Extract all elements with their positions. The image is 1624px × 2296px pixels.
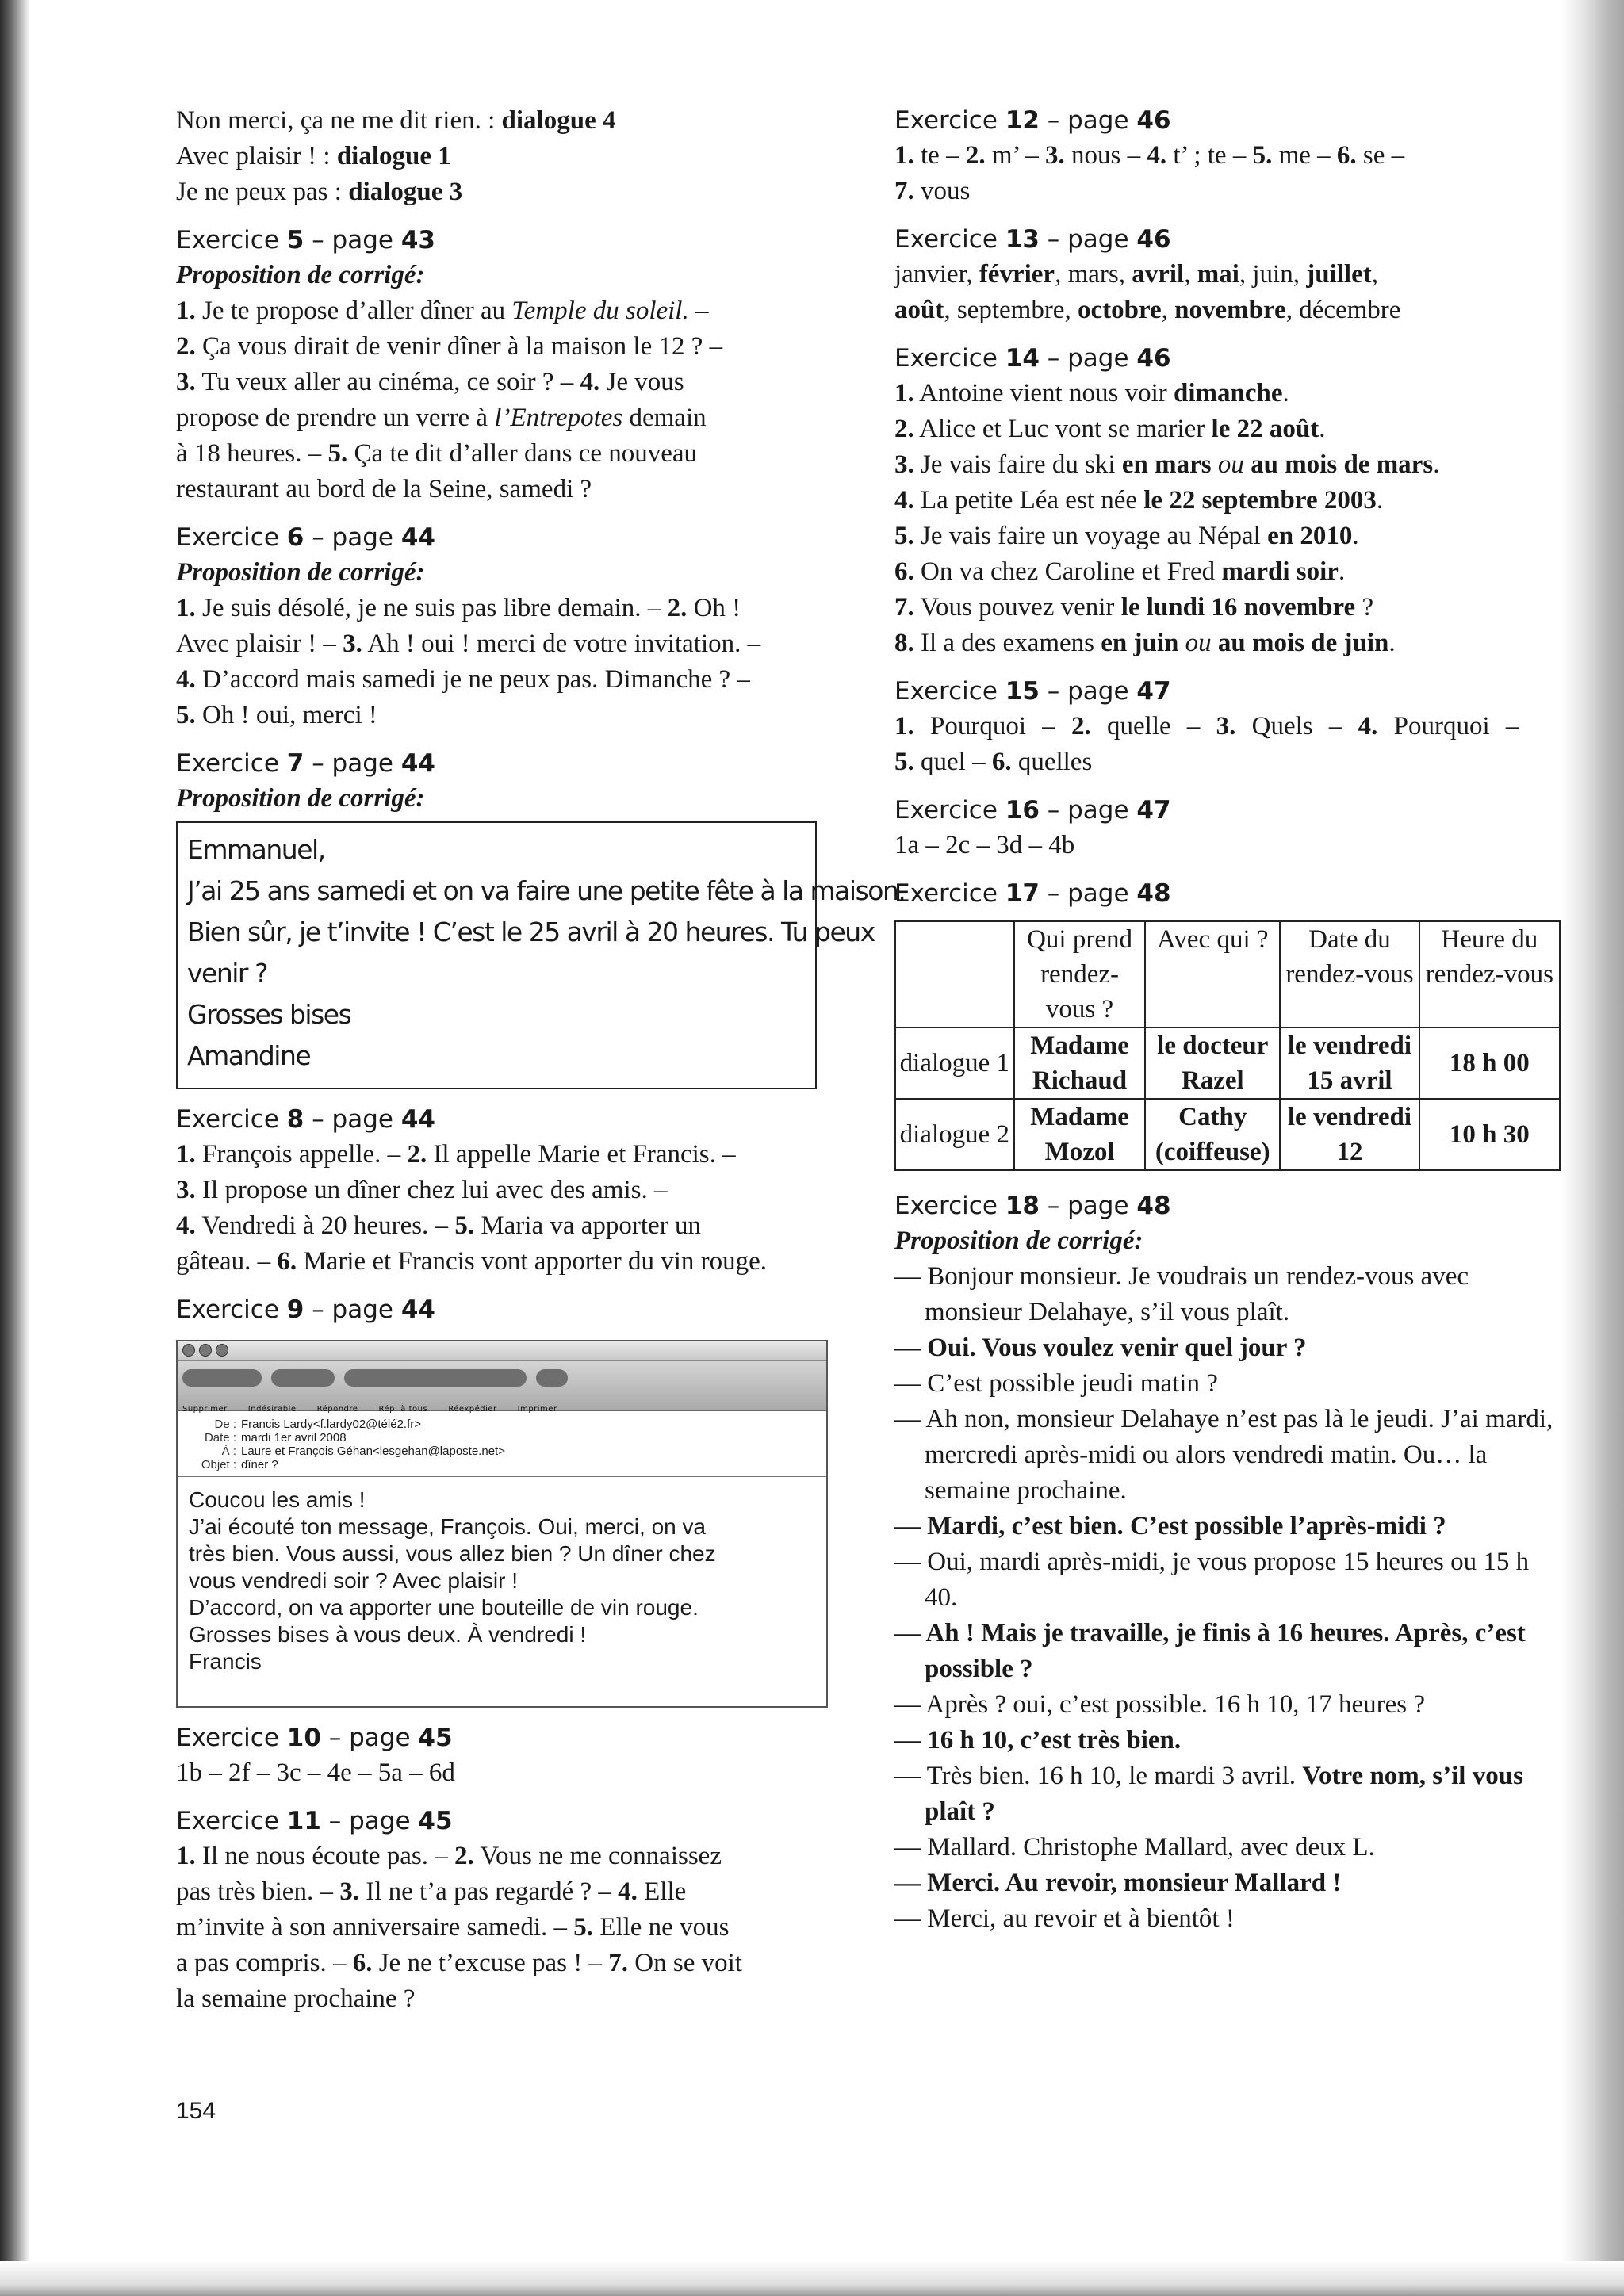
answer-line: 1. te – 2. m’ – 3. nous – 4. t’ ; te – 5. me – 6. se –	[894, 141, 1405, 170]
exercise-heading: Exercice 14 – page 46	[894, 344, 1171, 373]
exercise-heading: Exercice 18 – page 48	[894, 1192, 1171, 1220]
exercise-heading: Exercice 12 – page 46	[894, 106, 1171, 135]
table-row	[895, 1027, 1560, 1099]
answer-line: pas très bien. – 3. Il ne t’a pas regardé ? – 4. Elle	[176, 1877, 687, 1906]
email-titlebar	[178, 1341, 826, 1361]
table-cell: 10 h 30	[1419, 1099, 1560, 1170]
answer-line: restaurant au bord de la Seine, samedi ?	[176, 475, 592, 503]
exercise-15	[894, 674, 1561, 780]
toolbar-print-label[interactable]: Imprimer	[517, 1405, 557, 1414]
dialogue-line: — Merci, au revoir et à bientôt !	[894, 1904, 1235, 1933]
reply-group-icon[interactable]	[344, 1369, 527, 1387]
scan-shadow-bottom	[0, 2261, 1624, 2296]
exercise-13	[894, 222, 1561, 328]
answer-line: la semaine prochaine ?	[176, 1984, 416, 2013]
window-close-icon[interactable]	[182, 1344, 195, 1357]
table-header-cell: Avec qui ?	[1145, 921, 1280, 1027]
answer-line: propose de prendre un verre à l’Entrepotes demain	[176, 404, 707, 432]
answer-line: 7. Vous pouvez venir le lundi 16 novembre ?	[894, 593, 1374, 622]
note-line: J’ai 25 ans samedi et on va faire une petite fête à la maison.	[187, 875, 906, 906]
table-cell: Madame Mozol	[1014, 1099, 1146, 1170]
dialogue-line: — Oui, mardi après-midi, je vous propose 15 heures ou 15 h 40.	[894, 1548, 1530, 1612]
answer-line: 3. Tu veux aller au cinéma, ce soir ? – 4. Je vous	[176, 368, 684, 396]
email-line: vous vendredi soir ? Avec plaisir !	[189, 1568, 519, 1593]
email-line: D’accord, on va apporter une bouteille de vin rouge.	[189, 1595, 699, 1620]
exercise-6	[176, 520, 842, 733]
exercise-8	[176, 1102, 842, 1280]
answer-line: 7. vous	[894, 177, 971, 205]
email-to: À : Laure et François Géhan <lesgehan@laposte.net>	[221, 1445, 505, 1458]
email-line: Coucou les amis !	[189, 1487, 366, 1512]
dialogue-line: — Oui. Vous voulez venir quel jour ?	[894, 1334, 1307, 1362]
toolbar-forward-label[interactable]: Réexpédier	[448, 1405, 497, 1414]
email-window	[176, 1340, 828, 1708]
answer-line: à 18 heures. – 5. Ça te dit d’aller dans ce nouveau	[176, 439, 698, 468]
table-header-cell: Heure du rendez-vous	[1419, 921, 1560, 1027]
dialogue-line: — Très bien. 16 h 10, le mardi 3 avril. Votre nom, s’il vous plaît ?	[894, 1762, 1523, 1826]
answer-line: 1. Je te propose d’aller dîner au Temple du soleil. –	[176, 297, 709, 325]
email-body	[178, 1477, 826, 1685]
table-cell: le vendredi 15 avril	[1280, 1027, 1419, 1099]
table-cell: dialogue 1	[895, 1027, 1014, 1099]
delete-icon[interactable]	[182, 1369, 262, 1387]
answer-line: 1. François appelle. – 2. Il appelle Marie et Francis. –	[176, 1140, 736, 1169]
email-line: Grosses bises à vous deux. À vendredi !	[189, 1622, 587, 1647]
table-cell: dialogue 2	[895, 1099, 1014, 1170]
exercise-12	[894, 103, 1561, 209]
email-line: Francis	[189, 1649, 262, 1674]
note-line: Grosses bises	[187, 999, 351, 1030]
table-cell: le vendredi 12	[1280, 1099, 1419, 1170]
junk-icon[interactable]	[271, 1369, 335, 1387]
answer-line: 1. Je suis désolé, je ne suis pas libre demain. – 2. Oh !	[176, 594, 741, 622]
table-header-cell: Qui prend rendez-vous ?	[1014, 921, 1146, 1027]
answer-line: 8. Il a des examens en juin ou au mois de juin.	[894, 629, 1396, 657]
dialogue-line: — Bonjour monsieur. Je voudrais un rendez-vous avec monsieur Delahaye, s’il vous plaît.	[894, 1262, 1469, 1326]
dialogue-line: — Ah non, monsieur Delahaye n’est pas là le jeudi. J’ai mardi, mercredi après-midi ou alors vendredi matin. Ou… la semaine prochaine.	[894, 1405, 1553, 1505]
exercise-11	[176, 1804, 842, 2017]
proposition-label: Proposition de corrigé:	[176, 261, 425, 289]
dialogue-line: — 16 h 10, c’est très bien.	[894, 1726, 1182, 1755]
exercise-7	[176, 746, 906, 1089]
note-line: Bien sûr, je t’invite ! C’est le 25 avril à 20 heures. Tu peux	[187, 916, 875, 947]
intro-answers	[176, 103, 842, 210]
intro-line: Avec plaisir ! : dialogue 1	[176, 142, 451, 170]
toolbar-junk-label[interactable]: Indésirable	[247, 1405, 297, 1414]
right-column	[894, 103, 1561, 1937]
table-cell: le docteur Razel	[1145, 1027, 1280, 1099]
note-line: Amandine	[187, 1040, 311, 1071]
answer-line: 4. D’accord mais samedi je ne peux pas. Dimanche ? –	[176, 665, 750, 694]
exercise-heading: Exercice 9 – page 44	[176, 1295, 435, 1324]
dialogue-line: — Merci. Au revoir, monsieur Mallard !	[894, 1869, 1342, 1897]
exercise-heading: Exercice 11 – page 45	[176, 1807, 453, 1835]
window-zoom-icon[interactable]	[216, 1344, 228, 1357]
scan-shadow-right	[1561, 0, 1624, 2296]
email-line: J’ai écouté ton message, François. Oui, merci, on va	[189, 1514, 707, 1539]
invitation-note	[176, 821, 906, 1089]
exercise-heading: Exercice 17 – page 48	[894, 879, 1171, 908]
note-line: venir ?	[187, 958, 267, 989]
answer-line: 4. La petite Léa est née le 22 septembre 2003.	[894, 486, 1384, 515]
note-line: Emmanuel,	[187, 834, 325, 865]
toolbar-reply-all-label[interactable]: Rép. à tous	[378, 1405, 428, 1414]
proposition-label: Proposition de corrigé:	[176, 784, 425, 813]
email-line: très bien. Vous aussi, vous allez bien ? Un dîner chez	[189, 1541, 716, 1566]
scan-shadow-left	[0, 0, 30, 2296]
exercise-heading: Exercice 16 – page 47	[894, 796, 1171, 825]
answer-line: 2. Ça vous dirait de venir dîner à la maison le 12 ? –	[176, 332, 723, 361]
toolbar-reply-label[interactable]: Répondre	[316, 1405, 358, 1414]
answer-line: 5. Oh ! oui, merci !	[176, 701, 377, 729]
exercise-9	[176, 1292, 842, 1708]
answer-line: 5. Je vais faire un voyage au Népal en 2010.	[894, 522, 1359, 550]
email-toolbar	[178, 1361, 826, 1414]
exercise-18	[894, 1188, 1561, 1937]
dialogue-line: — C’est possible jeudi matin ?	[894, 1369, 1218, 1398]
answer-line: 1a – 2c – 3d – 4b	[894, 831, 1075, 859]
answer-line: m’invite à son anniversaire samedi. – 5. Elle ne vous	[176, 1913, 730, 1942]
exercise-heading: Exercice 15 – page 47	[894, 677, 1171, 706]
table-header-cell: Date du rendez-vous	[1280, 921, 1419, 1027]
dialogue-line: — Mardi, c’est bien. C’est possible l’après-midi ?	[894, 1512, 1446, 1540]
dialogue-line: — Ah ! Mais je travaille, je finis à 16 heures. Après, c’est possible ?	[894, 1619, 1526, 1683]
page-number: 154	[176, 2098, 216, 2124]
exercise-10	[176, 1720, 842, 1791]
dialogue-line: — Mallard. Christophe Mallard, avec deux L.	[894, 1833, 1375, 1862]
answer-line: 4. Vendredi à 20 heures. – 5. Maria va apporter un	[176, 1211, 701, 1240]
answer-line: janvier, février, mars, avril, mai, juin, juillet,	[894, 260, 1378, 289]
table-header-row	[895, 921, 1560, 1027]
answer-line: 1b – 2f – 3c – 4e – 5a – 6d	[176, 1758, 455, 1787]
answer-line: 3. Je vais faire du ski en mars ou au mois de mars.	[894, 450, 1440, 479]
answer-line: août, septembre, octobre, novembre, décembre	[894, 296, 1401, 324]
exercise-heading: Exercice 10 – page 45	[176, 1724, 453, 1752]
appointment-table	[894, 920, 1561, 1171]
answer-line: 3. Il propose un dîner chez lui avec des amis. –	[176, 1176, 668, 1204]
exercise-heading: Exercice 5 – page 43	[176, 226, 435, 254]
exercise-heading: Exercice 7 – page 44	[176, 749, 435, 778]
answer-line: Avec plaisir ! – 3. Ah ! oui ! merci de votre invitation. –	[176, 629, 761, 658]
table-cell: Madame Richaud	[1014, 1027, 1146, 1099]
exercise-16	[894, 793, 1561, 863]
answer-line: 5. quel – 6. quelles	[894, 748, 1093, 776]
answer-line: 6. On va chez Caroline et Fred mardi soir.	[894, 557, 1346, 586]
answer-line: 2. Alice et Luc vont se marier le 22 août.	[894, 415, 1326, 443]
table-header-cell	[895, 921, 1014, 1027]
dialogue-line: — Après ? oui, c’est possible. 16 h 10, 17 heures ?	[894, 1690, 1426, 1719]
exercise-heading: Exercice 8 – page 44	[176, 1105, 435, 1134]
intro-line: Non merci, ça ne me dit rien. : dialogue 4	[176, 106, 616, 135]
exercise-heading: Exercice 13 – page 46	[894, 225, 1171, 254]
answer-line: a pas compris. – 6. Je ne t’excuse pas ! – 7. On se voit	[176, 1949, 742, 1977]
exercise-17	[894, 876, 1561, 1171]
intro-line: Je ne peux pas : dialogue 3	[176, 178, 463, 206]
proposition-label: Proposition de corrigé:	[176, 558, 425, 587]
email-date: Date : mardi 1er avril 2008	[204, 1431, 347, 1445]
left-column	[176, 103, 906, 2017]
table-row	[895, 1099, 1560, 1170]
answer-line: 1. Antoine vient nous voir dimanche.	[894, 379, 1289, 408]
email-subject: Objet : dîner ?	[201, 1458, 278, 1471]
exercise-heading: Exercice 6 – page 44	[176, 523, 435, 552]
proposition-label: Proposition de corrigé:	[894, 1226, 1143, 1255]
print-icon[interactable]	[536, 1369, 568, 1387]
exercise-14	[894, 341, 1561, 661]
toolbar-delete-label[interactable]: Supprimer	[182, 1405, 228, 1414]
exercise-5	[176, 223, 842, 507]
email-from: De : Francis Lardy <f.lardy02@télé2.fr>	[214, 1418, 422, 1431]
answer-line: 1. Il ne nous écoute pas. – 2. Vous ne me connaissez	[176, 1842, 722, 1870]
toolbar-labels	[182, 1391, 578, 1427]
answer-line: 1. Pourquoi – 2. quelle – 3. Quels – 4. Pourquoi –	[894, 712, 1519, 740]
table-cell: Cathy (coiffeuse)	[1145, 1099, 1280, 1170]
table-cell: 18 h 00	[1419, 1027, 1560, 1099]
window-minimize-icon[interactable]	[199, 1344, 212, 1357]
answer-line: gâteau. – 6. Marie et Francis vont apporter du vin rouge.	[176, 1247, 768, 1276]
